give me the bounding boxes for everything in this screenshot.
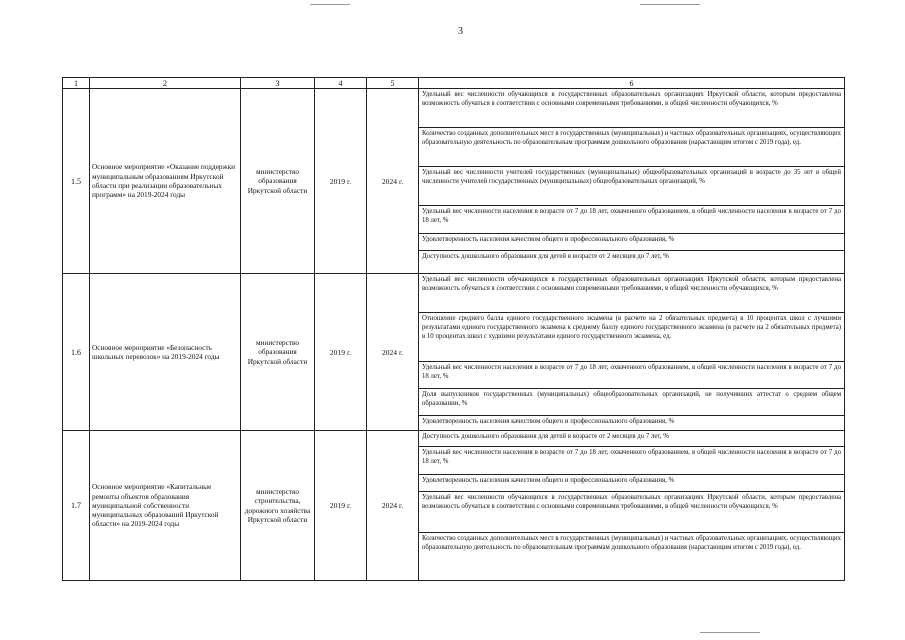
indicator-item: Удельный вес численности учителей государственных (муниципальных) общеобразовательных организаций в возрасте до 35 лет в общей численности учителей государственных (муниципальных) общеобразовательных организаций, % — [419, 167, 844, 206]
scan-mark — [310, 4, 350, 5]
indicator-item: Удельный вес численности обучающихся в государственных образовательных организациях Иркутской области, которым предоставлена возможность обучаться в соответствии с основными современными требованиями, в общей численности обучающихся, % — [419, 89, 844, 128]
indicator-item: Доступность дошкольного образования для детей в возрасте от 2 месяцев до 7 лет, % — [422, 253, 669, 260]
activity-name: Основное мероприятие «Капитальные ремонты объектов образования муниципальной собственности муниципальных образований Иркутской области» на 2019-2024 годы — [90, 431, 241, 581]
start-year: 2019 г. — [315, 274, 367, 431]
indicator-item: Удельный вес численности обучающихся в государственных образовательных организациях Иркутской области, которым предоставлена возможность обучаться в соответствии с основными современными требованиями, в общей численности обучающихся, % — [419, 274, 844, 313]
indicator-item: Удовлетворенность населения качеством общего и профессионального образования, % — [422, 418, 675, 425]
indicator-item: Удовлетворенность населения качеством общего и профессионального образования, % — [419, 234, 844, 251]
column-header: 5 — [367, 78, 419, 89]
start-year: 2019 г. — [315, 431, 367, 581]
scan-mark — [700, 632, 760, 633]
scan-mark — [640, 4, 700, 5]
indicators-cell — [419, 431, 845, 581]
start-year: 2019 г. — [315, 89, 367, 274]
indicator-item: Количество созданных дополнительных мест в государственных (муниципальных) и частных образовательных организациях, осуществляющих образовательную деятельность по образовательным программам дошкольного образования (нарастающим итогом с 2019 года), ед. — [419, 128, 844, 167]
responsible-executor: министерство строительства, дорожного хозяйства Иркутской области — [241, 431, 315, 581]
indicator-item: Удельный вес численности населения в возрасте от 7 до 18 лет, охваченного образованием, в общей численности населения в возрасте от 7 до 18 лет, % — [419, 447, 844, 475]
table-header-row — [63, 78, 845, 89]
indicator-item: Доступность дошкольного образования для детей в возрасте от 2 месяцев до 7 лет, % — [419, 431, 844, 447]
indicators-cell — [419, 274, 845, 431]
table-row — [63, 431, 845, 581]
column-header: 2 — [90, 78, 241, 89]
indicator-item: Удельный вес численности населения в возрасте от 7 до 18 лет, охваченного образованием, в общей численности населения в возрасте от 7 до 18 лет, % — [419, 362, 844, 389]
table-row — [63, 274, 845, 431]
column-header: 1 — [63, 78, 90, 89]
end-year: 2024 г. — [367, 274, 419, 431]
program-table — [62, 77, 845, 581]
table-row — [63, 89, 845, 274]
indicator-item: Удовлетворенность населения качеством общего и профессионального образования, % — [419, 475, 844, 492]
indicator-item: Удельный вес численности обучающихся в государственных образовательных организациях Иркутской области, которым предоставлена возможность обучаться в соответствии с основными современными требованиями, в общей численности обучающихся, % — [419, 492, 844, 533]
row-number: 1.5 — [63, 89, 90, 274]
indicator-item: Отношение среднего балла единого государственного экзамена (в расчете на 2 обязательных предмета) в 10 процентах школ с лучшими результатами единого государственного экзамена к среднему баллу единого государственного экзамена (в расчете на 2 обязательных предмета) в 10 процентах школ с худшими результатами единого государственного экзамена, ед. — [419, 313, 844, 362]
indicator-item: Количество созданных дополнительных мест в государственных (муниципальных) и частных образовательных организациях, осуществляющих образовательную деятельность по образовательным программам дошкольного образования (нарастающим итогом с 2019 года), ед. — [422, 535, 841, 552]
end-year: 2024 г. — [367, 431, 419, 581]
indicator-item: Доля выпускников государственных (муниципальных) общеобразовательных организаций, не получивших аттестат о среднем общем образовании, % — [419, 389, 844, 416]
activity-name: Основное мероприятие «Безопасность школьных перевозок» на 2019-2024 годы — [90, 274, 241, 431]
row-number: 1.7 — [63, 431, 90, 581]
indicators-cell — [419, 89, 845, 274]
page-number: 3 — [458, 26, 463, 37]
column-header: 4 — [315, 78, 367, 89]
indicator-item: Удельный вес численности населения в возрасте от 7 до 18 лет, охваченного образованием, в общей численности населения в возрасте от 7 до 18 лет, % — [419, 206, 844, 234]
responsible-executor: министерство образования Иркутской области — [241, 89, 315, 274]
responsible-executor: министерство образования Иркутской области — [241, 274, 315, 431]
column-header: 3 — [241, 78, 315, 89]
column-header: 6 — [419, 78, 845, 89]
activity-name: Основное мероприятие «Оказание поддержки муниципальным образованиям Иркутской области при реализации образовательных программ» на 2019-2024 годы — [90, 89, 241, 274]
row-number: 1.6 — [63, 274, 90, 431]
end-year: 2024 г. — [367, 89, 419, 274]
